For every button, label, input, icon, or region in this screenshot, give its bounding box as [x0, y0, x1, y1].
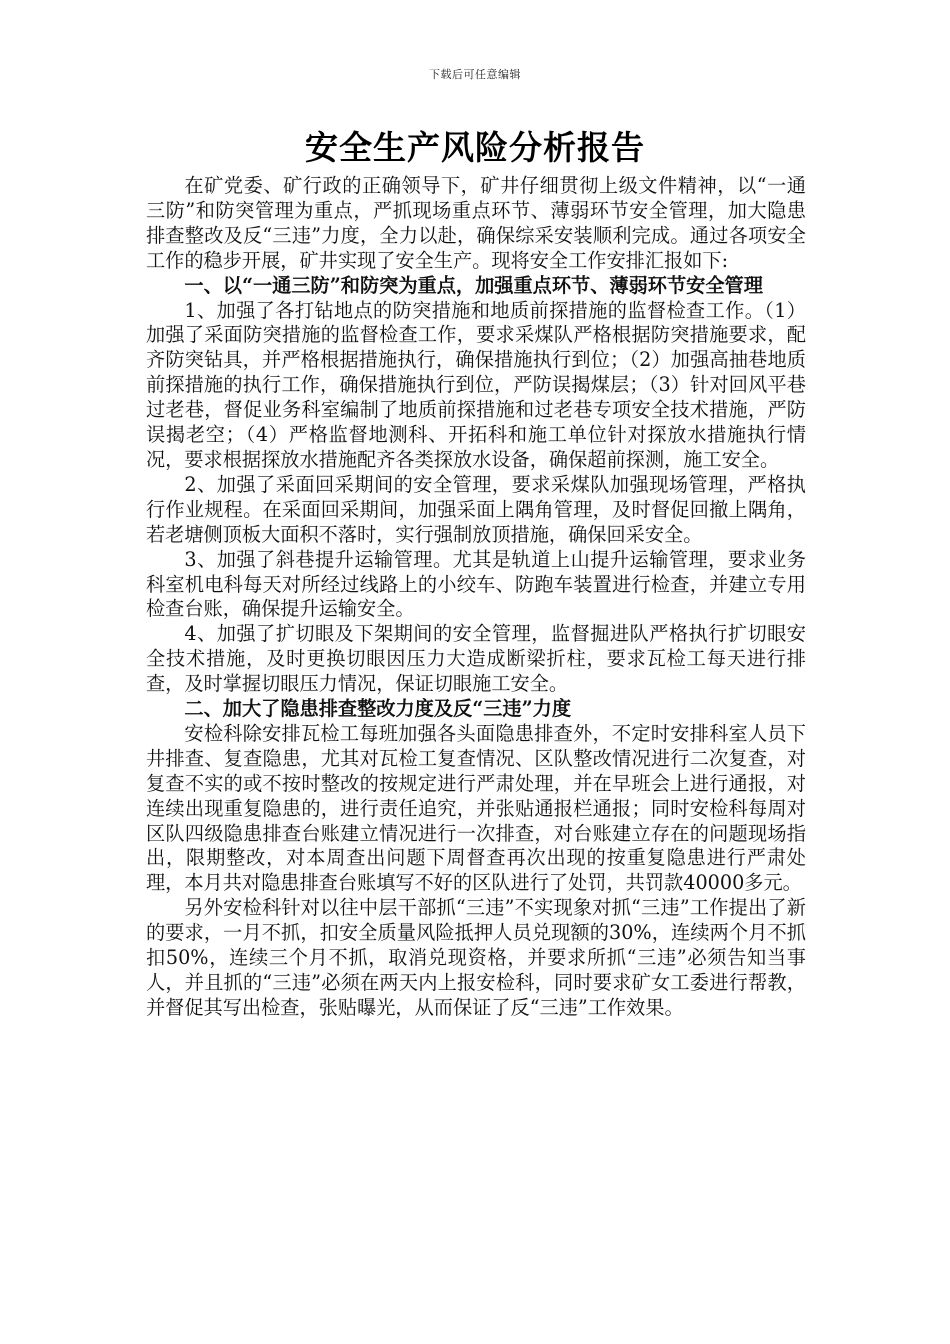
- section-heading-2: 二、加大了隐患排查整改力度及反“三违”力度: [184, 697, 572, 721]
- paragraph-item-2: 2、加强了采面回采期间的安全管理，要求采煤队加强现场管理，严格执行作业规程。在采面回采期间，加强采面上隅角管理，及时督促回撤上隅角，若老塘侧顶板大面积不落时，实行强制放顶措施，确保回采安全。: [146, 472, 806, 546]
- paragraph-item-3: 3、加强了斜巷提升运输管理。尤其是轨道上山提升运输管理，要求业务科室机电科每天对所经过线路上的小绞车、防跑车装置进行检查，并建立专用检查台账，确保提升运输安全。: [146, 547, 806, 621]
- page-header-note: 下载后可任意编辑: [429, 68, 521, 81]
- paragraph-three-violations: 另外安检科针对以往中层干部抓“三违”不实现象对抓“三违”工作提出了新的要求，一月不抓，扣安全质量风险抵押人员兑现额的30%，连续两个月不抓扣50%，连续三个月不抓，取消兑现资格，并要求所抓“三违”必须告知当事人，并且抓的“三违”必须在两天内上报安检科，同时要求矿女工委进行帮教，并督促其写出检查，张贴曝光，从而保证了反“三违”工作效果。: [146, 896, 806, 1019]
- paragraph-inspection: 安检科除安排瓦检工每班加强各头面隐患排查外，不定时安排科室人员下井排查、复查隐患，尤其对瓦检工复查情况、区队整改情况进行二次复查，对复查不实的或不按时整改的按规定进行严肃处理，并在早班会上进行通报，对连续出现重复隐患的，进行责任追究，并张贴通报栏通报；同时安检科每周对区队四级隐患排查台账建立情况进行一次排查，对台账建立存在的问题现场指出，限期整改，对本周查出问题下周督查再次出现的按重复隐患进行严肃处理，本月共对隐患排查台账填写不好的区队进行了处罚，共罚款40000多元。: [146, 721, 806, 895]
- paragraph-item-1: 1、加强了各打钻地点的防突措施和地质前探措施的监督检查工作。（1）加强了采面防突措施的监督检查工作，要求采煤队严格根据防突措施要求，配齐防突钻具，并严格根据措施执行，确保措施执行到位；（2）加强高抽巷地质前探措施的执行工作，确保措施执行到位，严防误揭煤层；（3）针对回风平巷过老巷，督促业务科室编制了地质前探措施和过老巷专项安全技术措施，严防误揭老空；（4）严格监督地测科、开拓科和施工单位针对探放水措施执行情况，要求根据探放水措施配齐各类探放水设备，确保超前探测，施工安全。: [146, 298, 806, 471]
- paragraph-item-4: 4、加强了扩切眼及下架期间的安全管理，监督掘进队严格执行扩切眼安全技术措施，及时更换切眼因压力大造成断梁折柱，要求瓦检工每天进行排查，及时掌握切眼压力情况，保证切眼施工安全。: [146, 622, 806, 696]
- section-heading-1: 一、以“一通三防”和防突为重点，加强重点环节、薄弱环节安全管理: [184, 273, 763, 297]
- report-body: [146, 174, 806, 1021]
- intro-paragraph: 在矿党委、矿行政的正确领导下，矿井仔细贯彻上级文件精神，以“一通三防”和防突管理为重点，严抓现场重点环节、薄弱环节安全管理，加大隐患排查整改及反“三违”力度，全力以赴，确保综采安装顺利完成。通过各项安全工作的稳步开展，矿井实现了安全生产。现将安全工作安排汇报如下:: [146, 174, 806, 272]
- report-title: 安全生产风险分析报告: [305, 128, 645, 167]
